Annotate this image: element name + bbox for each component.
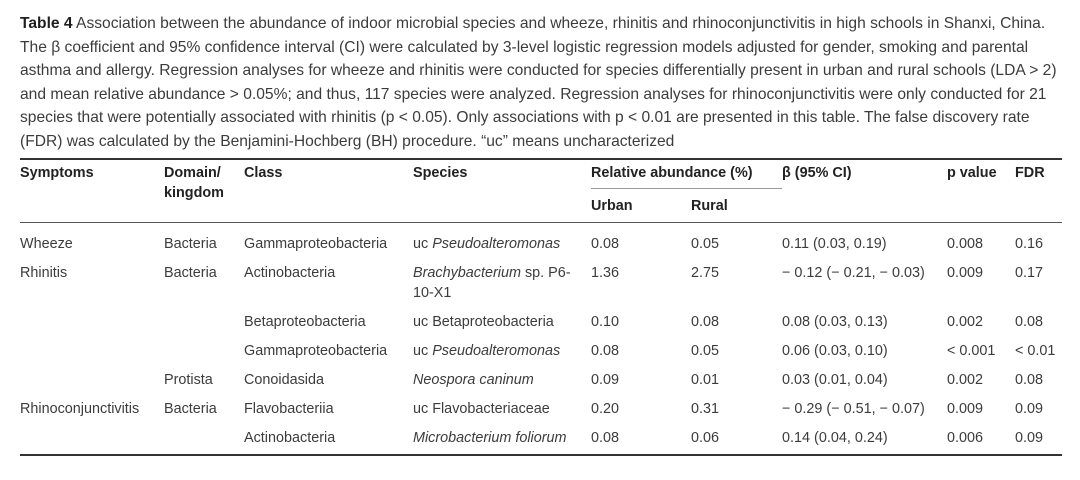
cell-species [413,312,591,341]
cell-p-value: 0.008 [947,235,984,252]
cell-p-value: 0.002 [947,313,984,330]
cell-species [413,341,591,370]
header-domain: Domain/ kingdom [164,164,224,201]
cell-symptom [20,312,164,341]
cell-beta: − 0.29 (− 0.51, − 0.07) [782,400,925,417]
cell-beta: − 0.12 (− 0.21, − 0.03) [782,264,925,281]
species-prefix: uc Betaproteobacteria [413,313,554,330]
table-row [20,222,1062,263]
cell-urban: 1.36 [591,264,620,281]
table-row [20,370,1062,399]
species-suffix: sp. P6-10-X1 [413,264,571,301]
cell-fdr: < 0.01 [1015,342,1056,359]
cell-species [413,222,591,263]
cell-symptom [20,428,164,455]
cell-urban: 0.08 [591,429,620,446]
cell-symptom [20,370,164,399]
table-row [20,312,1062,341]
table-header [20,159,1062,223]
cell-beta: 0.11 (0.03, 0.19) [782,235,887,252]
cell-domain [164,428,244,455]
cell-p-value: 0.009 [947,400,984,417]
cell-rural: 0.06 [691,429,720,446]
cell-rural: 0.05 [691,342,720,359]
cell-class: Gammaproteobacteria [244,342,388,359]
cell-rural: 0.05 [691,235,720,252]
cell-urban: 0.09 [591,371,620,388]
cell-beta: 0.14 (0.04, 0.24) [782,429,888,446]
table-row [20,399,1062,428]
cell-rural: 0.08 [691,313,720,330]
cell-p-value: 0.009 [947,264,984,281]
cell-p-value: 0.006 [947,429,984,446]
cell-fdr: 0.16 [1015,235,1044,252]
table-page [20,0,1080,456]
cell-p-value: < 0.001 [947,342,996,359]
cell-urban: 0.20 [591,400,620,417]
caption-text-2: coefficient and 95% confidence interval (CI) were calculated by 3-level logistic regression models adjusted for gender, smoking and parental asthma and allergy. Regression analyses for wheeze and rhinitis were conducted for species differentially present in urban and rural schools (LDA > 2) and mean relative abundance > 0.05%; and thus, 117 species were analyzed. Regression analyses for rhinoconjunctivitis were only conducted for 21 species that were potentially associated with rhinitis (p < 0.05). Only associations with p < 0.01 are presented in this table. The false discovery rate (FDR) was calculated by the Benjamini-Hochberg (BH) procedure. “uc” means uncharacterized [20,38,1057,150]
cell-class: Conoidasida [244,371,325,388]
cell-beta: 0.08 (0.03, 0.13) [782,313,888,330]
cell-class: Flavobacteriia [244,400,334,417]
header-species: Species [413,164,468,181]
cell-domain: Bacteria [164,400,217,417]
header-relative-abundance: Relative abundance (%) [591,159,782,189]
species-italic: Microbacterium foliorum [413,429,567,446]
cell-domain [164,341,244,370]
cell-domain: Bacteria [164,264,217,281]
cell-class: Actinobacteria [244,429,336,446]
cell-urban: 0.10 [591,313,620,330]
species-italic: Neospora caninum [413,371,534,388]
species-italic: Pseudoalteromonas [432,342,561,359]
header-beta: β (95% CI) [782,164,852,181]
cell-urban: 0.08 [591,342,620,359]
species-italic: Pseudoalteromonas [432,235,561,252]
table-caption [20,12,1072,154]
cell-domain: Protista [164,371,213,388]
cell-p-value: 0.002 [947,371,984,388]
cell-domain: Bacteria [164,235,217,252]
cell-symptom: Wheeze [20,235,73,252]
cell-symptom [20,341,164,370]
association-table [20,158,1062,456]
cell-fdr: 0.08 [1015,313,1044,330]
cell-species [413,399,591,428]
cell-beta: 0.03 (0.01, 0.04) [782,371,888,388]
species-italic: Brachybacterium [413,264,521,281]
cell-urban: 0.08 [591,235,620,252]
cell-species [413,263,591,312]
cell-symptom: Rhinoconjunctivitis [20,400,140,417]
header-urban: Urban [591,197,633,214]
header-class: Class [244,164,283,181]
species-prefix: uc Flavobacteriaceae [413,400,550,417]
cell-symptom: Rhinitis [20,264,68,281]
cell-rural: 0.31 [691,400,720,417]
species-prefix: uc [413,342,433,359]
table-label: Table 4 [20,15,73,32]
cell-domain [164,312,244,341]
cell-species [413,370,591,399]
header-p-value: p value [947,164,997,181]
cell-fdr: 0.09 [1015,400,1044,417]
table-row [20,428,1062,455]
cell-rural: 0.01 [691,371,720,388]
header-fdr: FDR [1015,164,1045,181]
caption-text-1: Association between the abundance of indoor microbial species and wheeze, rhinitis and rhinoconjunctivitis in high schools in Shanxi, China. The [20,15,1046,56]
cell-fdr: 0.09 [1015,429,1044,446]
cell-fdr: 0.17 [1015,264,1044,281]
caption-beta: β [51,38,61,56]
header-symptoms: Symptoms [20,164,94,181]
header-rural: Rural [691,197,728,214]
cell-rural: 2.75 [691,264,720,281]
cell-fdr: 0.08 [1015,371,1044,388]
table-body [20,222,1062,455]
cell-class: Actinobacteria [244,264,336,281]
cell-beta: 0.06 (0.03, 0.10) [782,342,888,359]
cell-class: Gammaproteobacteria [244,235,388,252]
cell-species [413,428,591,455]
cell-class: Betaproteobacteria [244,313,366,330]
species-prefix: uc [413,235,433,252]
table-row [20,341,1062,370]
table-row [20,263,1062,312]
